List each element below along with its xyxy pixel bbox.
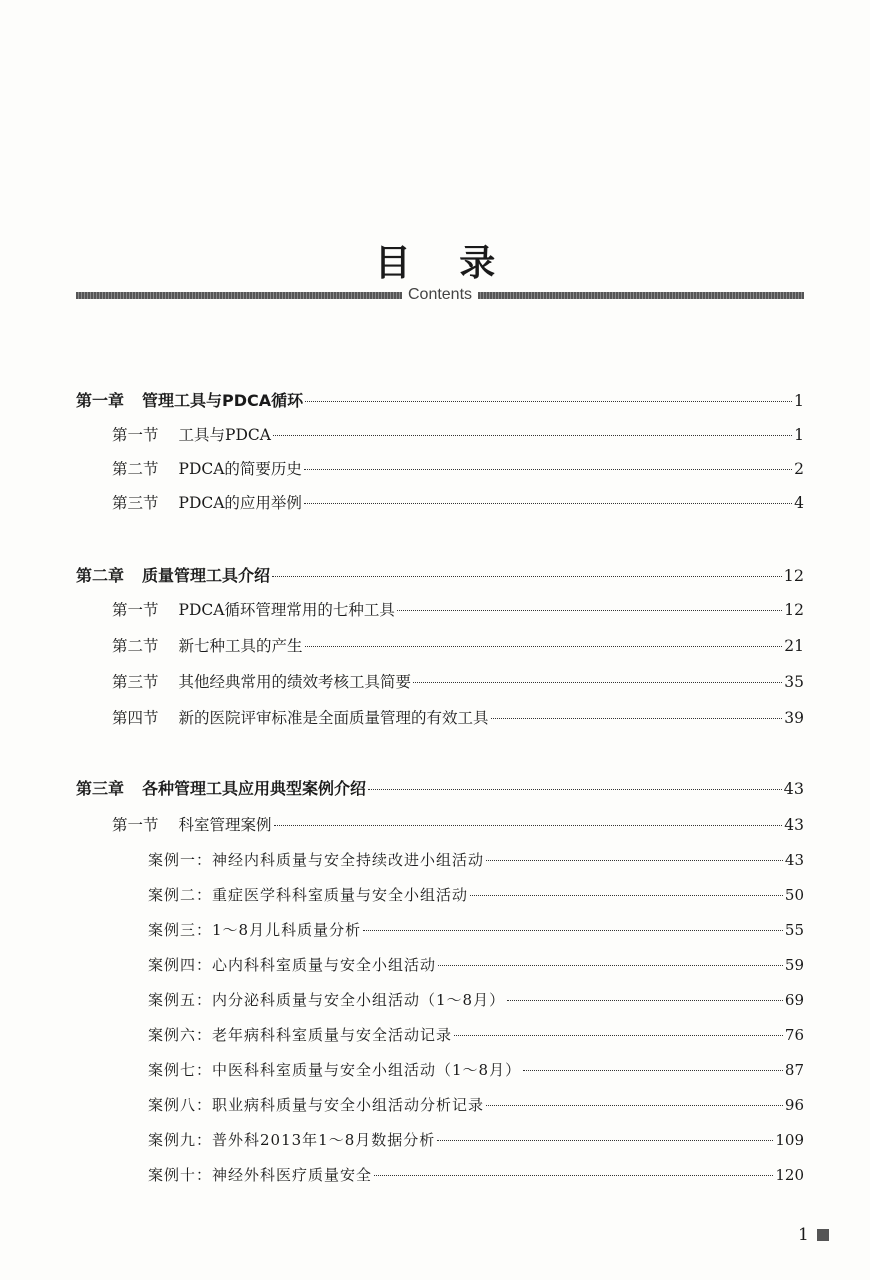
case-title: 案例五：内分泌科质量与安全小组活动（1～8月） <box>148 991 506 1009</box>
dot-leader <box>304 469 792 470</box>
dot-leader <box>486 1105 783 1106</box>
page-ref: 39 <box>784 709 804 727</box>
page-ref: 96 <box>784 1096 804 1114</box>
toc-case[interactable] <box>148 1162 804 1188</box>
case-title: 案例八：职业病科质量与安全小组活动分析记录 <box>148 1096 485 1114</box>
case-title: 案例七：中医科科室质量与安全小组活动（1～8月） <box>148 1061 522 1079</box>
section-number: 第四节 <box>112 709 159 727</box>
toc-case[interactable] <box>148 847 804 873</box>
dot-leader <box>305 646 783 647</box>
case-title: 案例六：老年病科科室质量与安全活动记录 <box>148 1026 453 1044</box>
page-ref: 76 <box>784 1026 804 1044</box>
toc-case[interactable] <box>148 882 804 908</box>
page-ref: 2 <box>794 460 804 478</box>
toc-case[interactable] <box>148 1022 804 1048</box>
dot-leader <box>437 1140 773 1141</box>
page-ref: 87 <box>784 1061 804 1079</box>
dot-leader <box>454 1035 783 1036</box>
title-ornament <box>76 286 804 304</box>
section-number: 第三节 <box>112 494 159 512</box>
page-ref: 1 <box>794 426 804 444</box>
section-number: 第一节 <box>112 426 159 444</box>
toc-case[interactable] <box>148 952 804 978</box>
case-title: 案例一：神经内科质量与安全持续改进小组活动 <box>148 851 485 869</box>
toc-case[interactable] <box>148 1057 804 1083</box>
case-title: 案例十：神经外科医疗质量安全 <box>148 1166 373 1184</box>
page-folio <box>798 1225 829 1245</box>
dot-leader <box>363 930 783 931</box>
toc-section[interactable] <box>112 812 804 838</box>
ornament-bar-right <box>478 292 804 299</box>
dot-leader <box>523 1070 783 1071</box>
page-ref: 1 <box>793 391 804 410</box>
dot-leader <box>272 576 782 577</box>
section-title: 工具与PDCA <box>178 426 271 444</box>
toc-chapter-3[interactable] <box>76 776 804 802</box>
page-subtitle: Contents <box>407 286 473 303</box>
page-ref: 120 <box>775 1166 804 1184</box>
dot-leader <box>274 825 783 826</box>
toc-chapter-1[interactable] <box>76 388 804 414</box>
section-number: 第三节 <box>112 673 159 691</box>
dot-leader <box>368 789 782 790</box>
page-ref: 50 <box>784 886 804 904</box>
page-ref: 55 <box>784 921 804 939</box>
toc-case[interactable] <box>148 1127 804 1153</box>
case-title: 案例九：普外科2013年1～8月数据分析 <box>148 1131 436 1149</box>
dot-leader <box>507 1000 783 1001</box>
section-title: 新的医院评审标准是全面质量管理的有效工具 <box>178 709 489 727</box>
section-number: 第一节 <box>112 816 159 834</box>
dot-leader <box>438 965 783 966</box>
dot-leader <box>470 895 783 896</box>
toc-case[interactable] <box>148 1092 804 1118</box>
page-ref: 12 <box>783 566 804 585</box>
section-title: 科室管理案例 <box>178 816 272 834</box>
chapter-title: 质量管理工具介绍 <box>142 566 271 585</box>
case-title: 案例二：重症医学科科室质量与安全小组活动 <box>148 886 469 904</box>
chapter-number: 第二章 <box>76 566 125 585</box>
dot-leader <box>273 435 792 436</box>
page-ref: 59 <box>784 956 804 974</box>
toc-section[interactable] <box>112 490 804 516</box>
toc-chapter-2[interactable] <box>76 563 804 589</box>
case-title: 案例四：心内科科室质量与安全小组活动 <box>148 956 437 974</box>
toc-section[interactable] <box>112 456 804 482</box>
dot-leader <box>305 401 792 402</box>
section-title: PDCA的应用举例 <box>178 494 302 512</box>
section-title: 新七种工具的产生 <box>178 637 303 655</box>
toc-section[interactable] <box>112 597 804 623</box>
page-ref: 109 <box>775 1131 804 1149</box>
chapter-number: 第三章 <box>76 779 125 798</box>
section-title: 其他经典常用的绩效考核工具简要 <box>178 673 412 691</box>
dot-leader <box>397 610 782 611</box>
page-ref: 21 <box>784 637 804 655</box>
toc-case[interactable] <box>148 987 804 1013</box>
dot-leader <box>486 860 783 861</box>
page-ref: 43 <box>783 779 804 798</box>
ornament-bar-left <box>76 292 402 299</box>
toc-section[interactable] <box>112 669 804 695</box>
section-number: 第一节 <box>112 601 159 619</box>
toc-case[interactable] <box>148 917 804 943</box>
page-ref: 43 <box>784 851 804 869</box>
section-title: PDCA循环管理常用的七种工具 <box>178 601 395 619</box>
chapter-number: 第一章 <box>76 391 125 410</box>
page-title: 目 录 <box>374 243 514 284</box>
toc-section[interactable] <box>112 633 804 659</box>
page-ref: 4 <box>794 494 804 512</box>
toc-section[interactable] <box>112 705 804 731</box>
section-number: 第二节 <box>112 637 159 655</box>
case-title: 案例三：1～8月儿科质量分析 <box>148 921 362 939</box>
page-number: 1 <box>798 1225 809 1245</box>
folio-square-icon <box>817 1229 829 1241</box>
page-ref: 35 <box>784 673 804 691</box>
dot-leader <box>491 718 783 719</box>
page-ref: 69 <box>784 991 804 1009</box>
chapter-title: 各种管理工具应用典型案例介绍 <box>142 779 367 798</box>
chapter-title: 管理工具与PDCA循环 <box>142 391 304 410</box>
dot-leader <box>304 503 792 504</box>
dot-leader <box>374 1175 773 1176</box>
section-number: 第二节 <box>112 460 159 478</box>
page-ref: 43 <box>784 816 804 834</box>
dot-leader <box>413 682 782 683</box>
page-ref: 12 <box>784 601 804 619</box>
toc-section[interactable] <box>112 422 804 448</box>
section-title: PDCA的简要历史 <box>178 460 302 478</box>
